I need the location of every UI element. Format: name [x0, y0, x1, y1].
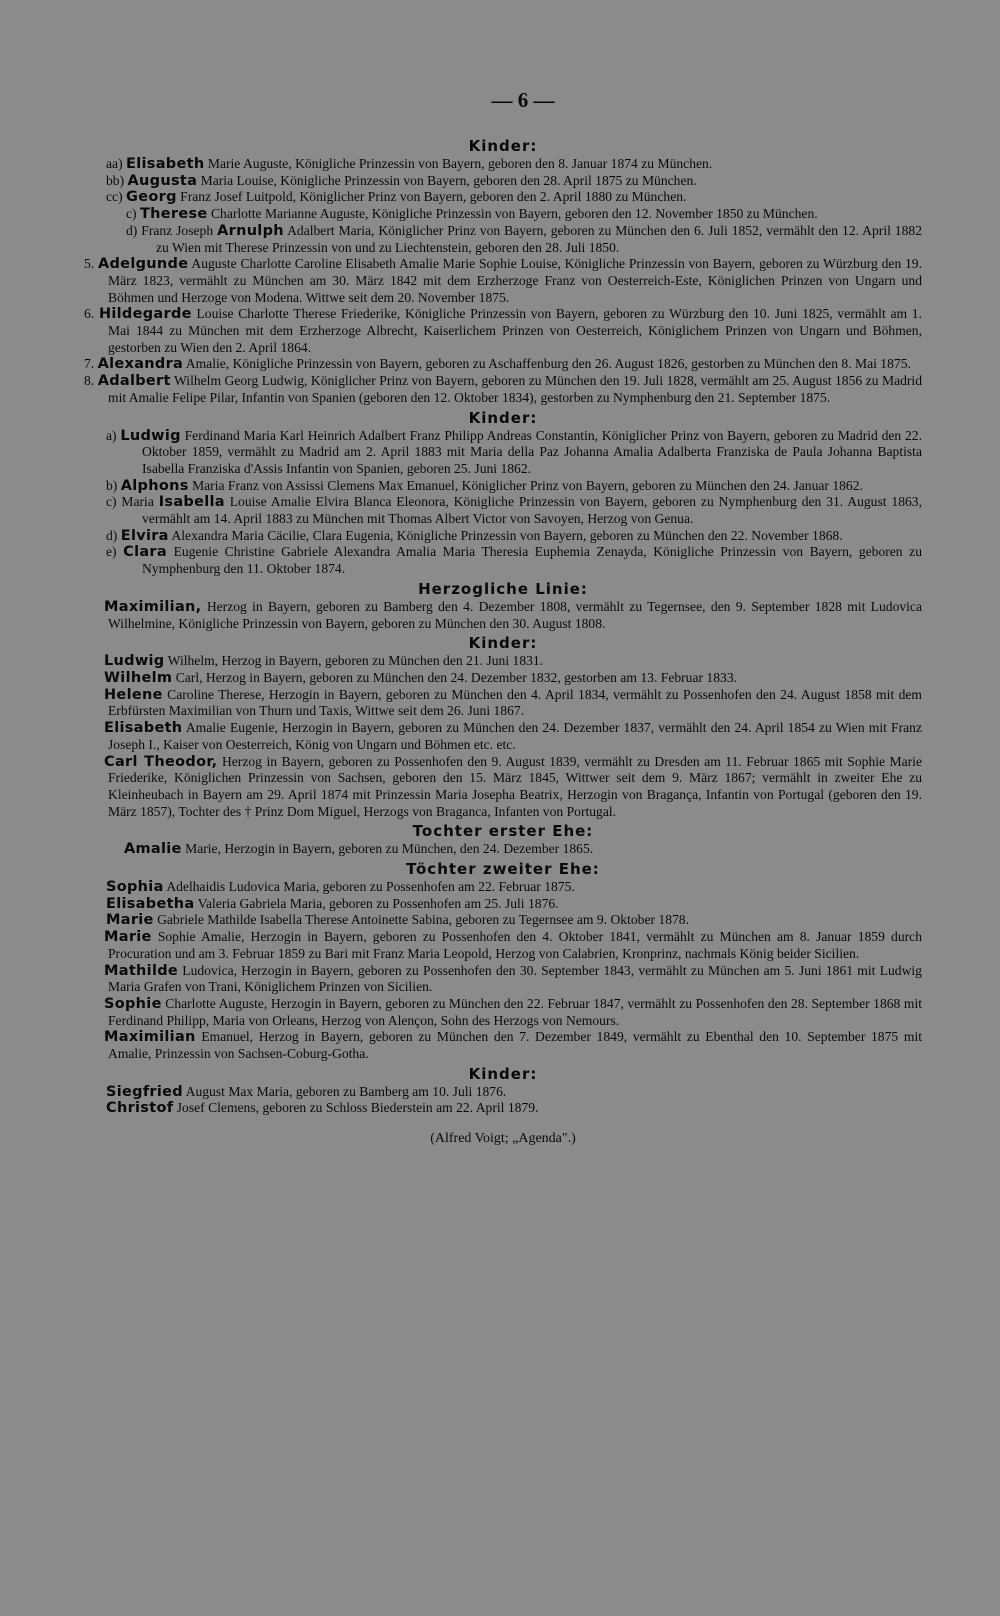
entry-maximilian-1808 [84, 599, 922, 632]
entry-text: Valeria Gabriela Maria, geboren zu Possenhofen am 25. Juli 1876. [197, 895, 559, 911]
entry-sophia [84, 879, 922, 896]
entry-name: Ludwig [120, 427, 181, 444]
entry-elvira [84, 528, 922, 545]
entry-marie-gabriele [84, 912, 922, 929]
entry-wilhelm [84, 670, 922, 687]
entry-text: Wilhelm Georg Ludwig, Königlicher Prinz von Bayern, geboren zu München den 19. Juli 1828, vermählt am 25. August 1856 zu Madrid mit Amalie Felipe Pilar, Infantin von Spanien (geboren den 12. Oktober 1834), gestorben zu Nymphenburg den 21. September 1875. [108, 373, 923, 405]
heading-kinder-3: Kinder: [468, 634, 538, 653]
entry-name: Marie [106, 912, 154, 929]
entry-text: Eugenie Christine Gabriele Alexandra Amalia Maria Theresia Euphemia Zenayda, Königliche Prinzessin von Bayern, geboren zu Nymphenburg den 11. Oktober 1874. [142, 544, 922, 577]
entry-name: Isabella [158, 494, 225, 511]
entry-hildegarde [84, 306, 922, 356]
entry-text: Adalbert Maria, Königlicher Prinz von Bayern, geboren zu München den 6. Juli 1852, vermählt den 12. April 1882 zu Wien mit Therese Prinzessin von und zu Liechtenstein, geboren den 28. Juli 1850. [156, 222, 922, 255]
numbered-list [84, 256, 922, 406]
entry-name: Siegfried [106, 1083, 183, 1100]
entry-list-8 [84, 1084, 922, 1117]
entry-alphons [84, 478, 922, 495]
entry-name: Sophie [104, 995, 162, 1012]
entry-list-1 [84, 156, 922, 256]
entry-text: Sophie Amalie, Herzogin in Bayern, geboren zu Possenhofen den 4. Oktober 1841, vermählt zu München am 8. Januar 1859 durch Procuration und am 3. Februar 1859 zu Bari mit Franz Maria Leopold, Herzog von Calabrien, Kronprinz, nachmals König beider Sicilien. [108, 929, 922, 961]
entry-text: Amalie, Königliche Prinzessin von Bayern, geboren zu Aschaffenburg den 26. August 1826, gestorben zu München den 8. Mai 1875. [185, 356, 911, 372]
entry-text: Herzog in Bayern, geboren zu Bamberg den 4. Dezember 1808, vermählt zu Tegernsee, den 9. September 1828 mit Ludovica Wilhelmine, Königliche Prinzessin von Bayern, geboren zu München den 30. August 1808. [108, 598, 923, 631]
entry-list-6 [84, 879, 922, 929]
entry-elisabeth-1874 [84, 156, 922, 173]
entry-name: Maximilian [104, 1029, 196, 1046]
entry-text: Charlotte Marianne Auguste, Königliche Prinzessin von Bayern, geboren den 12. November 1850 zu München. [210, 206, 818, 222]
entry-label: 6. [84, 306, 95, 322]
entry-label: d) [126, 222, 138, 238]
entry-name: Mathilde [104, 962, 179, 979]
entry-text: Louise Amalie Elvira Blanca Eleonora, Königliche Prinzessin von Bayern, geboren zu Nymphenburg den 31. August 1863, vermählt am 14. April 1883 zu München mit Thomas Albert Victor von Savoyen, Herzog von Genua. [142, 494, 922, 527]
entry-georg [84, 189, 922, 206]
page-number: — 6 — [491, 88, 555, 112]
heading-kinder-2: Kinder: [468, 408, 538, 427]
entry-label: b) [106, 477, 118, 493]
entry-name: Arnulph [217, 222, 284, 239]
entry-text: Alexandra Maria Cäcilie, Clara Eugenia, Königliche Prinzessin von Bayern, geboren zu München den 22. November 1868. [171, 527, 843, 543]
entry-text: Auguste Charlotte Caroline Elisabeth Amalie Marie Sophie Louise, Königliche Prinzessin von Bayern, geboren zu Würzburg den 19. März 1823, vermählt zu München am 30. März 1842 mit dem Erzherzoge Franz von Oesterreich-Este, Königlichen Prinzen von Ungarn und Böhmen und Herzoge von Modena. Wittwe seit dem 20. November 1875. [108, 256, 923, 305]
entry-adelgunde [84, 256, 922, 306]
entry-maximilian-1849 [84, 1029, 922, 1062]
heading-toechter-zweiter-ehe: Töchter zweiter Ehe: [406, 860, 600, 879]
entry-text: Caroline Therese, Herzogin in Bayern, geboren zu München den 4. April 1834, vermählt zu Possenhofen den 24. August 1858 mit dem Erbfürsten Maximilian von Thurn und Taxis, Wittwe seit dem 26. Juni 1867. [108, 686, 922, 719]
entry-name: Marie [104, 929, 152, 946]
entry-name: Clara [123, 544, 167, 561]
entry-name: Alexandra [97, 356, 184, 373]
entry-name: Adalbert [97, 373, 171, 390]
entry-name: Alphons [120, 477, 189, 494]
entry-label: 7. [84, 356, 95, 372]
entry-name: Adelgunde [97, 256, 189, 273]
entry-text: Josef Clemens, geboren zu Schloss Biederstein am 22. April 1879. [176, 1100, 539, 1116]
entry-helene [84, 687, 922, 720]
entry-isabella [84, 494, 922, 527]
entry-label: a) [106, 427, 117, 443]
entry-label: bb) [106, 172, 125, 188]
entry-label: cc) [106, 189, 123, 205]
heading-kinder-4: Kinder: [468, 1064, 538, 1083]
entry-name: Sophia [106, 879, 164, 896]
entry-name-prefix: Franz Joseph [141, 222, 214, 238]
entry-text: Amalie Eugenie, Herzogin in Bayern, geboren zu München den 24. Dezember 1837, vermählt den 24. April 1854 zu Wien mit Franz Joseph I., Kaiser von Oesterreich, König von Ungarn und Böhmen etc. etc. [108, 720, 922, 752]
entry-text: Carl, Herzog in Bayern, geboren zu München den 24. Dezember 1832, gestorben am 13. Februar 1833. [175, 669, 738, 685]
entry-text: Ferdinand Maria Karl Heinrich Adalbert Franz Philipp Andreas Constantin, Königlicher Prinz von Bayern, geboren zu Madrid den 22. Oktober 1859, vermählt zu Madrid am 2. April 1883 mit Maria della Paz Johanna Amalia Adalberta Franziska de Paula Johanna Baptista Isabella Franziska d'Assis Infantin von Spanien, geboren 25. Juni 1862. [142, 427, 922, 476]
entry-siegfried [84, 1084, 922, 1101]
entry-text: Wilhelm, Herzog in Bayern, geboren zu München den 21. Juni 1831. [167, 653, 544, 669]
entry-name: Therese [139, 206, 208, 223]
entry-text: Marie Auguste, Königliche Prinzessin von Bayern, geboren den 8. Januar 1874 zu München. [207, 156, 713, 171]
entry-name: Ludwig [104, 653, 165, 670]
entry-elisabeth-1837 [84, 720, 922, 753]
entry-name: Amalie [124, 841, 182, 858]
entry-text: Herzog in Bayern, geboren zu Possenhofen den 9. August 1839, vermählt zu Dresden am 11. Februar 1865 mit Sophie Marie Friederike, Königlichen Prinzessin von Sachsen, geboren den 15. März 1845, Wittwer seit dem 9. März 1867; vermählt in zweiter Ehe zu Kleinheubach in Bayern am 29. April 1874 mit Prinzessin Maria Josepha Beatrix, Herzogin von Bragança, Infantin von Portugal (geboren den 19. März 1857), Tochter des † Prinz Dom Miguel, Herzogs von Braganca, Infanten von Portugal. [108, 753, 922, 819]
entry-list-2 [84, 428, 922, 578]
entry-label: 5. [84, 256, 95, 272]
entry-text: Maria Louise, Königliche Prinzessin von Bayern, geboren den 28. April 1875 zu München. [200, 172, 697, 188]
heading-kinder-1: Kinder: [468, 137, 538, 155]
entry-alexandra [84, 356, 922, 373]
entry-text: August Max Maria, geboren zu Bamberg am 10. Juli 1876. [185, 1083, 507, 1099]
entry-text: Maria Franz von Assissi Clemens Max Emanuel, Königlicher Prinz von Bayern, geboren zu München den 24. Januar 1862. [192, 477, 863, 493]
entry-amalie [84, 841, 922, 858]
entry-text: Franz Josef Luitpold, Königlicher Prinz von Bayern, geboren den 2. April 1880 zu München. [180, 189, 687, 205]
entry-label: e) [106, 544, 117, 560]
entry-label: c) [106, 494, 117, 510]
entry-text: Emanuel, Herzog in Bayern, geboren zu München den 7. Dezember 1849, vermählt zu Ebenthal den 10. September 1875 mit Amalie, Prinzessin von Sachsen-Coburg-Gotha. [108, 1029, 922, 1062]
entry-name: Helene [104, 686, 163, 703]
heading-herzogliche-linie: Herzogliche Linie: [418, 579, 588, 598]
entry-text: Adelhaidis Ludovica Maria, geboren zu Possenhofen am 22. Februar 1875. [166, 879, 575, 895]
entry-elisabetha [84, 896, 922, 913]
entry-clara [84, 544, 922, 577]
entry-text: Marie, Herzogin in Bayern, geboren zu München, den 24. Dezember 1865. [185, 841, 594, 857]
entry-label: d) [106, 527, 118, 543]
entry-name: Georg [126, 189, 177, 206]
entry-text: Charlotte Auguste, Herzogin in Bayern, geboren zu München den 22. Februar 1847, vermählt zu Possenhofen den 28. September 1868 mit Ferdinand Philipp, Maria von Orleans, Herzog von Alençon, Sohn des Herzogs von Nemours. [108, 995, 922, 1028]
signature: (Alfred Voigt; „Agenda".) [430, 1131, 576, 1147]
entry-label: c) [126, 206, 137, 222]
entry-text: Ludovica, Herzogin in Bayern, geboren zu Possenhofen den 30. September 1843, vermählt zu München am 5. Juni 1861 mit Ludwig Maria Grafen von Trani, Königlichem Prinzen von Sicilien. [108, 962, 922, 995]
entry-name: Elisabetha [106, 895, 195, 912]
entry-label: aa) [106, 156, 123, 171]
entry-name: Elvira [120, 527, 169, 544]
entry-text: Louise Charlotte Therese Friederike, Königliche Prinzessin von Bayern, geboren zu Würzburg den 10. Juni 1825, vermählt am 1. Mai 1844 zu München mit dem Erzherzoge Albrecht, Kaiserlichem Prinzen von Oesterreich, Königlichem Prinzen von Ungarn und Böhmen, gestorben zu Wien den 2. April 1864. [108, 306, 922, 355]
entry-name: Elisabeth [104, 720, 183, 737]
entry-christof [84, 1100, 922, 1117]
entry-adalbert [84, 373, 922, 406]
entry-arnulph [84, 223, 922, 256]
entry-list-4 [84, 653, 922, 820]
entry-name: Hildegarde [98, 306, 192, 323]
entry-mathilde [84, 963, 922, 996]
heading-tochter-erster-ehe: Tochter erster Ehe: [412, 822, 594, 841]
entry-name: Augusta [127, 172, 198, 189]
entry-name: Elisabeth [126, 156, 205, 172]
entry-augusta [84, 173, 922, 190]
entry-name: Carl Theodor, [104, 753, 218, 770]
entry-list-7 [84, 929, 922, 1063]
entry-carl-theodor [84, 754, 922, 821]
entry-name: Wilhelm [104, 669, 173, 686]
entry-ludwig-1831 [84, 653, 922, 670]
entry-therese [84, 206, 922, 223]
entry-name: Christof [106, 1100, 174, 1117]
entry-text: Gabriele Mathilde Isabella Therese Antoinette Sabina, geboren zu Tegernsee am 9. Oktober 1878. [157, 912, 689, 928]
entry-label: 8. [84, 373, 95, 389]
entry-name-prefix: Maria [121, 494, 154, 510]
entry-sophie [84, 996, 922, 1029]
entry-marie-sophie [84, 929, 922, 962]
entry-name: Maximilian, [104, 598, 202, 615]
entry-ludwig-1859 [84, 428, 922, 478]
